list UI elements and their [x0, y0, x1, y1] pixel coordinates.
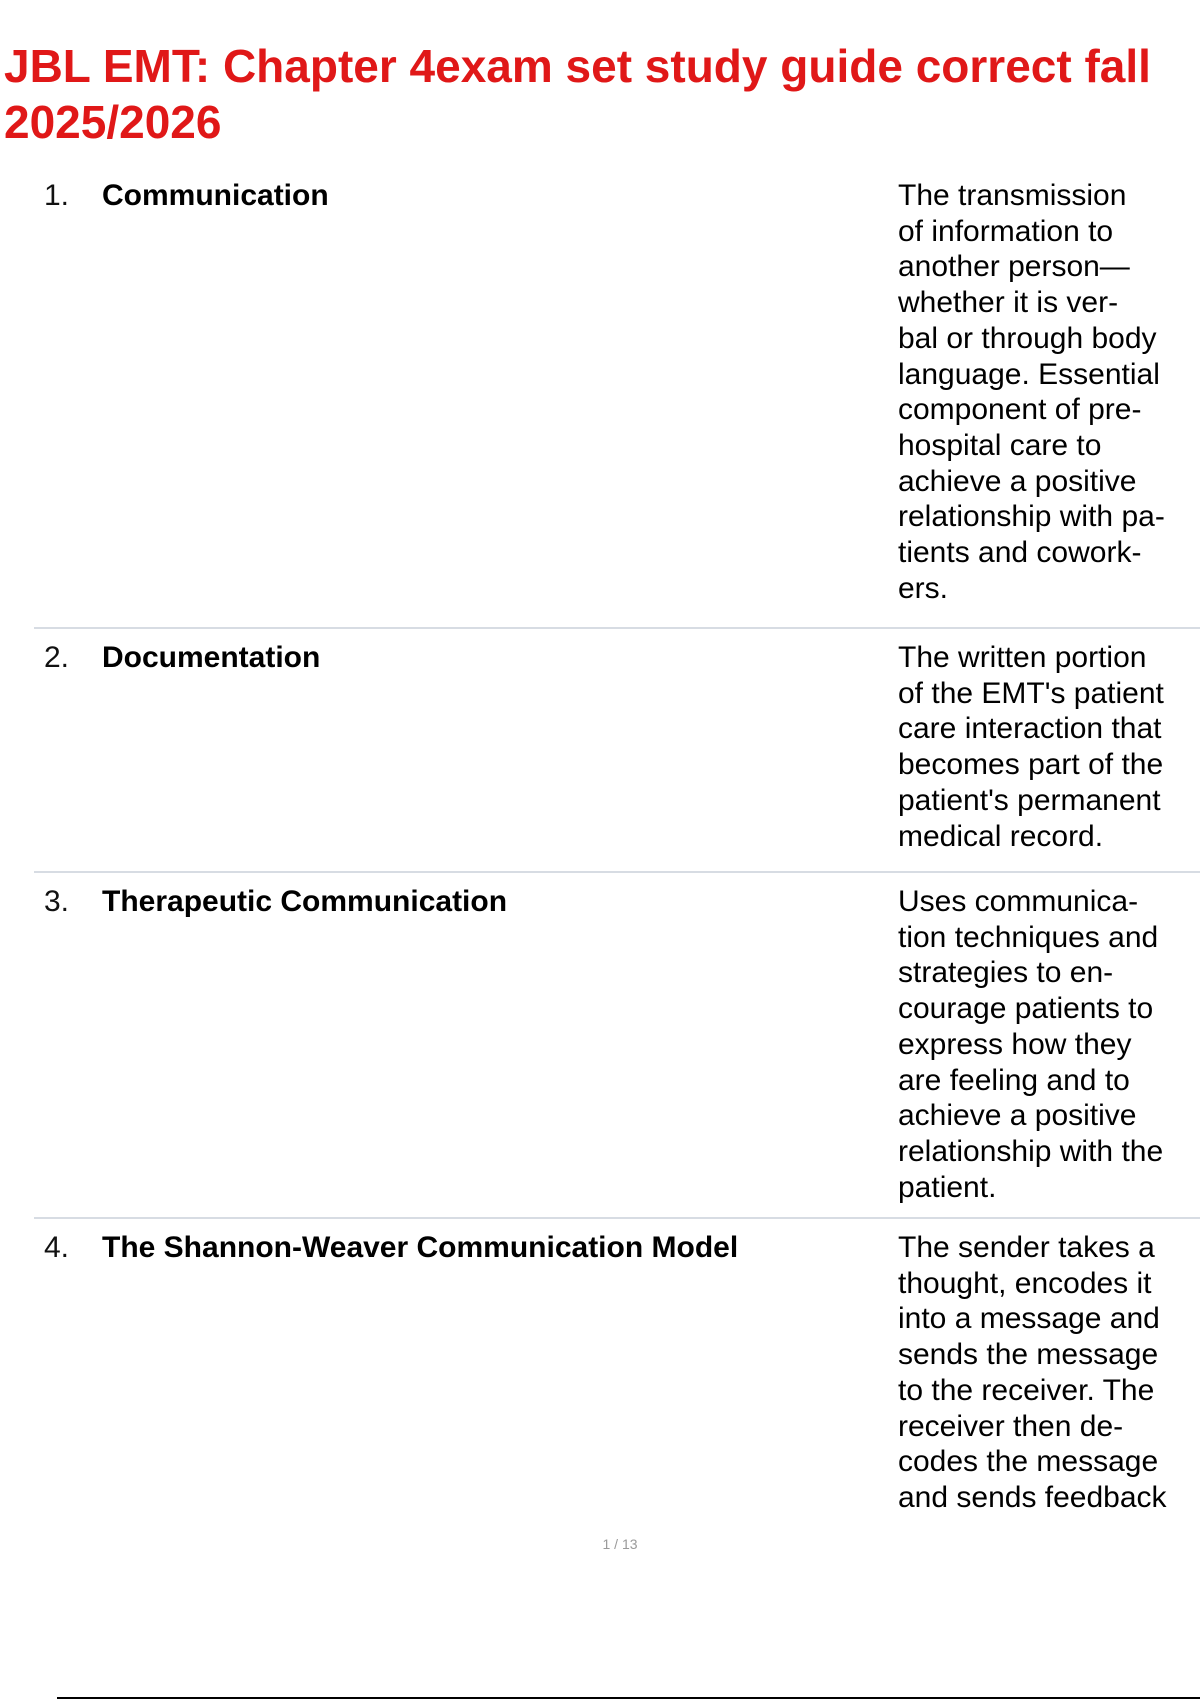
flashcard-entry: [34, 175, 1200, 627]
entry-number: 2.: [44, 641, 70, 674]
definition-line: medical record.: [898, 819, 1104, 853]
definition-line: receiver then de-: [898, 1409, 1124, 1443]
entry-term: Communication: [102, 179, 329, 212]
definition-line: and sends feedback: [898, 1480, 1167, 1514]
definition-line: language. Essential: [898, 357, 1160, 391]
definition-line: relationship with the: [898, 1134, 1164, 1168]
entry-definition: [898, 1230, 1167, 1516]
definition-line: bal or through body: [898, 321, 1157, 355]
document-title-line-2: 2025/2026: [4, 96, 222, 148]
definition-line: another person—: [898, 250, 1130, 284]
definition-line: of information to: [898, 214, 1114, 248]
definition-line: The transmission: [898, 179, 1127, 212]
entry-definition: [898, 178, 1165, 606]
definition-line: of the EMT's patient: [898, 676, 1164, 710]
document-title: [4, 38, 1200, 150]
definition-line: achieve a positive: [898, 464, 1137, 498]
definition-line: are feeling and to: [898, 1063, 1130, 1097]
page-number: 1 / 13: [602, 1536, 638, 1552]
definition-line: patient's permanent: [898, 783, 1161, 817]
definition-line: relationship with pa-: [898, 500, 1165, 534]
entry-definition: [898, 884, 1163, 1205]
definition-line: thought, encodes it: [898, 1266, 1152, 1300]
definition-line: becomes part of the: [898, 748, 1164, 782]
definition-line: courage patients to: [898, 992, 1154, 1026]
definition-line: whether it is ver-: [898, 286, 1119, 320]
flashcard-list: [34, 175, 1200, 1522]
entry-term: The Shannon-Weaver Communication Model: [102, 1231, 739, 1264]
entry-number: 4.: [44, 1231, 70, 1264]
flashcard-entry: [34, 627, 1200, 871]
definition-line: Uses communica-: [898, 885, 1139, 918]
flashcard-entry: [34, 871, 1200, 1217]
definition-line: hospital care to: [898, 428, 1102, 462]
definition-line: patient.: [898, 1170, 997, 1204]
entry-term: Therapeutic Communication: [102, 885, 508, 918]
definition-line: achieve a positive: [898, 1099, 1137, 1133]
footer-divider: [57, 1697, 1200, 1699]
definition-line: strategies to en-: [898, 956, 1114, 990]
definition-line: component of pre-: [898, 393, 1142, 427]
definition-line: ers.: [898, 571, 949, 605]
definition-line: codes the message: [898, 1445, 1159, 1479]
entry-number: 3.: [44, 885, 70, 918]
definition-line: to the receiver. The: [898, 1373, 1155, 1407]
definition-line: The written portion: [898, 641, 1147, 674]
definition-line: express how they: [898, 1027, 1132, 1061]
definition-line: tion techniques and: [898, 920, 1159, 954]
definition-line: tients and cowork-: [898, 536, 1142, 570]
definition-line: into a message and: [898, 1302, 1160, 1336]
definition-line: care interaction that: [898, 712, 1162, 746]
entry-term: Documentation: [102, 641, 321, 674]
flashcard-entry: [34, 1217, 1200, 1522]
definition-line: sends the message: [898, 1338, 1159, 1372]
entry-number: 1.: [44, 179, 70, 212]
document-title-line-1: JBL EMT: Chapter 4exam set study guide correct fall: [4, 40, 1151, 92]
definition-line: The sender takes a: [898, 1231, 1155, 1264]
entry-definition: [898, 640, 1164, 854]
